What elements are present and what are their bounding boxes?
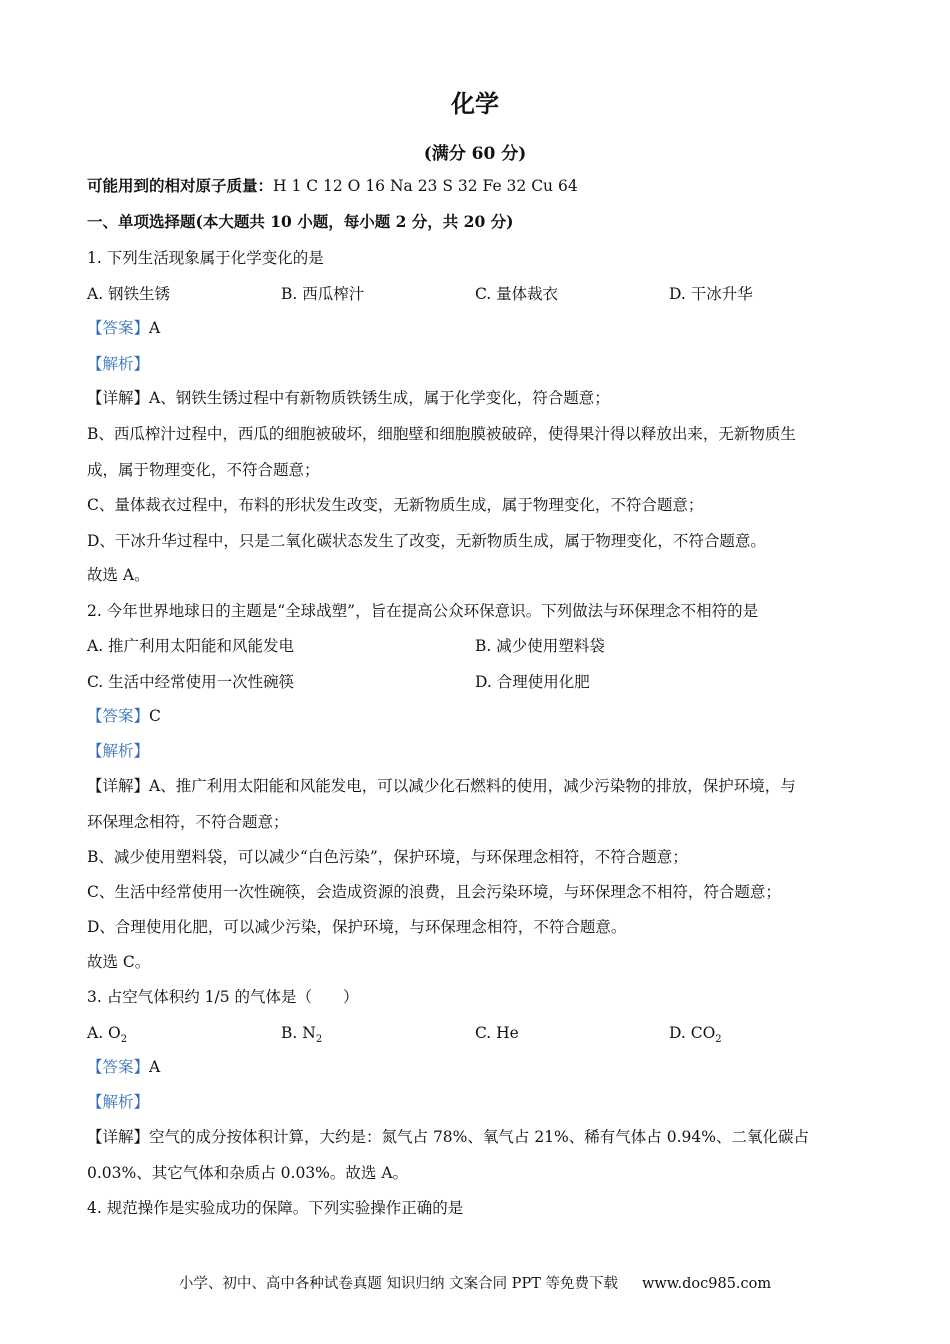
answer-tag: 【答案】 [87,319,150,337]
answer-value: A [149,1058,161,1076]
footer-text: 小学、初中、高中各种试卷真题 知识归纳 文案合同 PPT 等免费下载 [178,1276,618,1292]
q2-option-c: C. 生活中经常使用一次性碗筷 [87,673,295,691]
q1-analysis-tag: 【解析】 [87,355,150,373]
q3-detail-1 [87,1130,809,1146]
atomic-mass-values: H 1 C 12 O 16 Na 23 S 32 Fe 32 Cu 64 [273,177,578,195]
q1-conclusion: 故选 A。 [87,566,150,584]
detail-text: A、推广利用太阳能和风能发电，可以减少化石燃料的使用，减少污染物的排放，保护环境，与 [149,777,796,795]
q2-detail-4: C、生活中经常使用一次性碗筷，会造成资源的浪费，且会污染环境，与环保理念不相符，符合题意； [87,883,781,901]
q3-analysis-tag: 【解析】 [87,1093,150,1111]
q3-detail-2: 0.03%、其它气体和杂质占 0.03%。故选 A。 [87,1164,409,1182]
atomic-mass-line [87,178,578,195]
q1-detail-4: C、量体裁衣过程中，布料的形状发生改变，无新物质生成，属于物理变化，不符合题意； [87,496,704,514]
q1-option-a: A. 钢铁生锈 [87,285,171,303]
q1-option-b: B. 西瓜榨汁 [281,285,365,303]
q2-option-d: D. 合理使用化肥 [475,673,590,691]
detail-tag: 【详解】 [87,777,150,795]
detail-tag: 【详解】 [87,1128,150,1146]
q2-option-a: A. 推广利用太阳能和风能发电 [87,637,295,655]
page-footer [0,1272,950,1293]
atomic-mass-label: 可能用到的相对原子质量： [87,176,274,195]
footer-site-link[interactable]: www.doc985.com [641,1276,772,1292]
q2-detail-2: 环保理念相符，不符合题意； [87,813,289,831]
answer-value: C [149,707,161,725]
q3-option-d: D. $CO_2$ [669,1024,722,1046]
answer-tag: 【答案】 [87,1058,150,1076]
page-title: 化学 [451,89,499,118]
q3-stem: 3. 占空气体积约 1/5 的气体是（ ） [87,988,359,1006]
q1-option-d: D. 干冰升华 [669,285,753,303]
q4-stem: 4. 规范操作是实验成功的保障。下列实验操作正确的是 [87,1199,464,1217]
q2-analysis-tag: 【解析】 [87,742,150,760]
q3-option-c: C. He [475,1024,519,1042]
q1-detail-3: 成，属于物理变化，不符合题意； [87,461,320,479]
q2-detail-1 [87,779,796,795]
detail-text: 空气的成分按体积计算，大约是：氮气占 78%、氧气占 21%、稀有气体占 0.94%、二氧化碳占 [149,1128,809,1146]
q3-answer [87,1060,160,1076]
q1-detail-1 [87,391,610,407]
q3-option-a: A. $O_2$ [87,1024,128,1046]
q1-answer [87,321,160,337]
detail-text: A、钢铁生锈过程中有新物质铁锈生成，属于化学变化，符合题意； [149,389,610,407]
q1-detail-2: B、西瓜榨汁过程中，西瓜的细胞被破坏，细胞壁和细胞膜被破碎，使得果汁得以释放出来，无新物质生 [87,425,796,443]
q2-detail-3: B、减少使用塑料袋，可以减少“白色污染”，保护环境，与环保理念相符，不符合题意； [87,848,688,866]
q1-option-c: C. 量体裁衣 [475,285,559,303]
full-score: (满分 60 分) [423,144,527,164]
q2-conclusion: 故选 C。 [87,953,151,971]
section-heading: 一、单项选择题(本大题共 10 小题，每小题 2 分，共 20 分) [87,212,514,231]
detail-tag: 【详解】 [87,389,150,407]
q3-option-b: B. $N_2$ [281,1024,323,1046]
q2-option-b: B. 减少使用塑料袋 [475,637,605,655]
q2-stem: 2. 今年世界地球日的主题是“全球战塑”，旨在提高公众环保意识。下列做法与环保理念不相符的是 [87,602,759,620]
q2-detail-5: D、合理使用化肥，可以减少污染，保护环境，与环保理念相符，不符合题意。 [87,918,627,936]
answer-tag: 【答案】 [87,707,150,725]
q1-stem: 1. 下列生活现象属于化学变化的是 [87,249,324,267]
q2-answer [87,709,161,725]
q1-detail-5: D、干冰升华过程中，只是二氧化碳状态发生了改变，无新物质生成，属于物理变化，不符合题意。 [87,532,766,550]
answer-value: A [149,319,161,337]
